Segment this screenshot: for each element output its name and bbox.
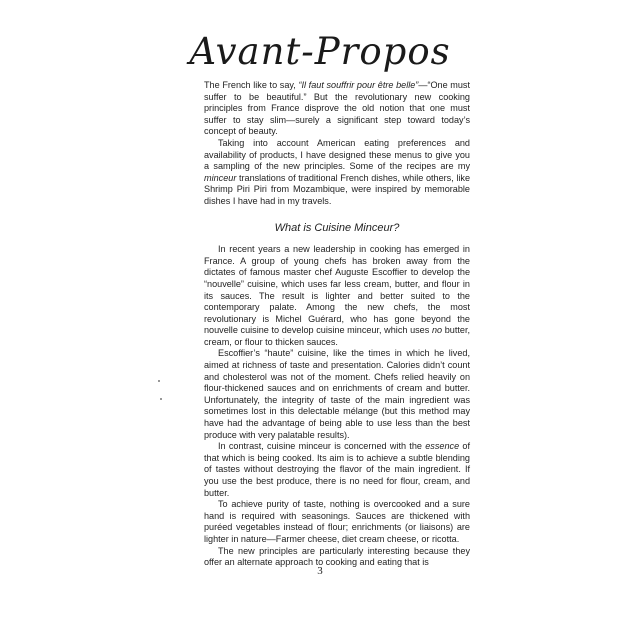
body-text bbox=[204, 80, 470, 569]
intro-text: The French like to say, bbox=[204, 80, 299, 90]
stray-mark bbox=[158, 380, 160, 382]
section-paragraph-5: The new principles are particularly interesting because they offer an alternate approach to cooking and eating that is bbox=[204, 545, 470, 568]
section-paragraph-1 bbox=[204, 244, 470, 348]
section-paragraph-4: To achieve purity of taste, nothing is overcooked and a sure hand is required with seasonings. Sauces are thickened with puréed vegetables instead of flour; enrichments (or liaisons) are lighter in nature—Farmer cheese, diet cream cheese, or ricotta. bbox=[204, 499, 470, 544]
intro-text: —“One must suffer to be beautiful.” But the revolutionary new cooking principles from France disprove the old notion that one must suffer to stay slim—surely a significant step toward today’s concept of beauty. bbox=[204, 80, 471, 137]
stray-mark bbox=[160, 398, 162, 400]
emphasis: minceur bbox=[204, 172, 237, 183]
intro-paragraph-1 bbox=[204, 80, 470, 138]
section-text: In contrast, cuisine minceur is concerned with the bbox=[218, 441, 426, 452]
section-paragraph-3 bbox=[204, 441, 470, 499]
page-title: Avant-Propos bbox=[189, 30, 451, 73]
french-quote: “Il faut souffrir pour être belle” bbox=[298, 80, 419, 90]
emphasis: no bbox=[431, 325, 443, 336]
section-text: In recent years a new leadership in cooking has emerged in France. A group of young chefs has broken away from the dictates of famous master chef Auguste Escoffier to develop the “nouvelle” cuisine, which uses far less cream, butter, and flour in its sauces. The result is lighter and better suited to the contemporary palate. Among the new chefs, the most revolutionary is Michel Guérard, who has gone beyond the nouvelle cuisine to develop cuisine minceur, which uses bbox=[204, 244, 470, 336]
section-text: of that which is being cooked. Its aim is to achieve a subtle blending of tastes without destroying the flavor of the main ingredient. If you use the best produce, there is no need for flour, cream, and butter. bbox=[204, 441, 470, 498]
page-number: 3 bbox=[317, 565, 323, 577]
section-paragraph-2: Escoffier’s “haute” cuisine, like the times in which he lived, aimed at richness of taste and presentation. Calories didn’t count and cholesterol was not of the moment. Chefs relied heavily on flour-thickened sauces and on enrichments of cream and butter. Unfortunately, the integrity of taste of the main ingredient was sometimes lost in this delectable mélange (but this method may have had the advantage of being able to use less than the best produce with very palatable results). bbox=[204, 348, 470, 440]
section-heading: What is Cuisine Minceur? bbox=[274, 221, 400, 234]
intro-text: translations of traditional French dishes, while others, like Shrimp Piri Piri from Mozambique, were inspired by memorable dishes I have had in my travels. bbox=[204, 172, 470, 206]
intro-paragraph-2 bbox=[204, 138, 470, 208]
emphasis: essence bbox=[425, 441, 460, 452]
section-text: butter, cream, or flour to thicken sauces. bbox=[204, 325, 471, 347]
intro-text: Taking into account American eating preferences and availability of products, I have designed these menus to give you a sampling of the new principles. Some of the recipes are my bbox=[204, 137, 470, 172]
